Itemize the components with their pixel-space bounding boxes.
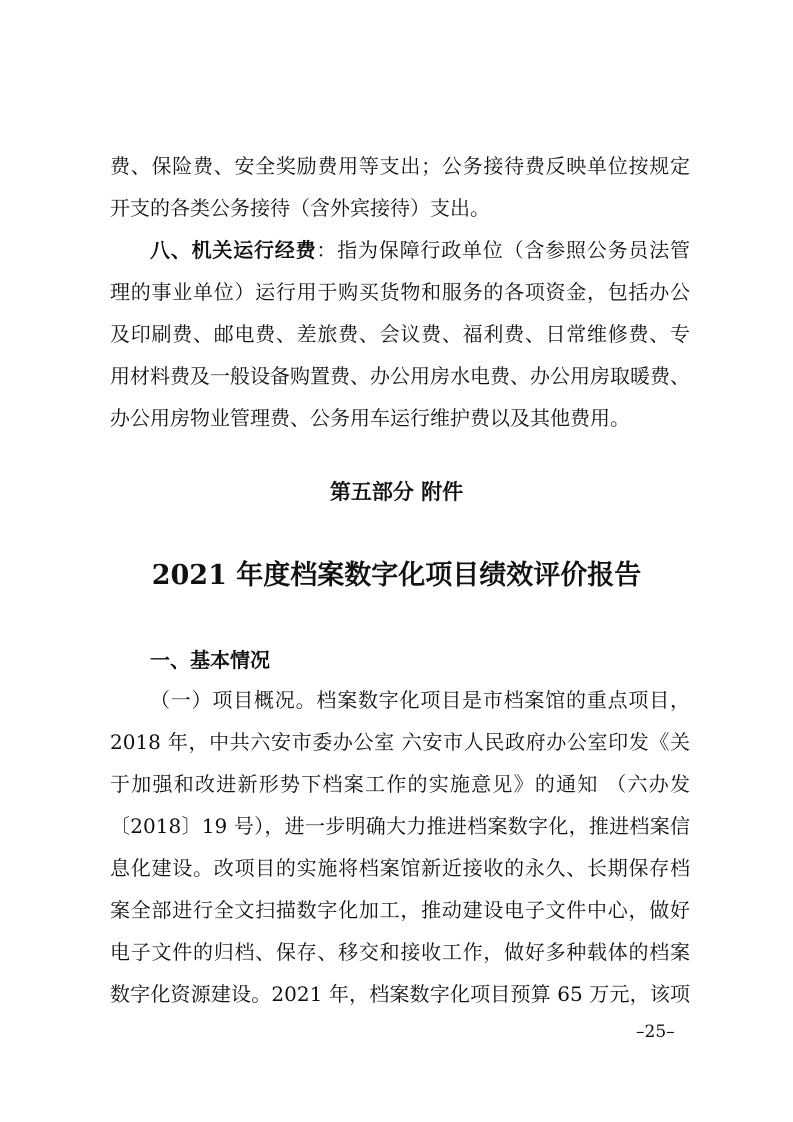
- paragraph-3-line-8: 数字化资源建设。2021 年，档案数字化项目预算 65 万元，该项: [110, 982, 690, 1006]
- paragraph-2-line-2: 理的事业单位）运行用于购买货物和服务的各项资金，包括办公: [110, 280, 690, 304]
- paragraph-2-line-3: 及印刷费、邮电费、差旅费、会议费、福利费、日常维修费、专: [110, 322, 690, 346]
- paragraph-1-line-2: 开支的各类公务接待（含外宾接待）支出。: [110, 196, 490, 220]
- paragraph-3-line-7: 电子文件的归档、保存、移交和接收工作，做好多种载体的档案: [110, 940, 690, 964]
- paragraph-2-line-4: 用材料费及一般设备购置费、办公用房水电费、办公用房取暖费、: [110, 364, 690, 388]
- paragraph-3-line-1: （一）项目概况。档案数字化项目是市档案馆的重点项目，: [150, 688, 690, 712]
- paragraph-2-line-1-rest: ：指为保障行政单位（含参照公务员法管: [316, 238, 691, 262]
- section-title: 第五部分 附件: [329, 479, 464, 504]
- paragraph-3-line-2: 2018 年，中共六安市委办公室 六安市人民政府办公室印发《关: [110, 730, 690, 754]
- section-heading-basic-info: 一、基本情况: [150, 648, 270, 672]
- paragraph-3-line-4: 〔2018〕19 号），进一步明确大力推进档案数字化，推进档案信: [110, 814, 690, 838]
- paragraph-3-line-5: 息化建设。改项目的实施将档案馆新近接收的永久、长期保存档: [110, 856, 690, 880]
- paragraph-2-term: 八、机关运行经费: [150, 238, 317, 262]
- report-title: 2021 年度档案数字化项目绩效评价报告: [151, 560, 642, 591]
- paragraph-3-line-3: 于加强和改进新形势下档案工作的实施意见》的通知 （六办发: [110, 772, 690, 796]
- paragraph-2-line-5: 办公用房物业管理费、公务用车运行维护费以及其他费用。: [110, 406, 630, 430]
- page-number: –25–: [636, 1022, 675, 1042]
- paragraph-1-line-1: 费、保险费、安全奖励费用等支出；公务接待费反映单位按规定: [110, 154, 690, 178]
- paragraph-2-line-1: [150, 238, 690, 262]
- paragraph-3-line-6: 案全部进行全文扫描数字化加工，推动建设电子文件中心，做好: [110, 898, 690, 922]
